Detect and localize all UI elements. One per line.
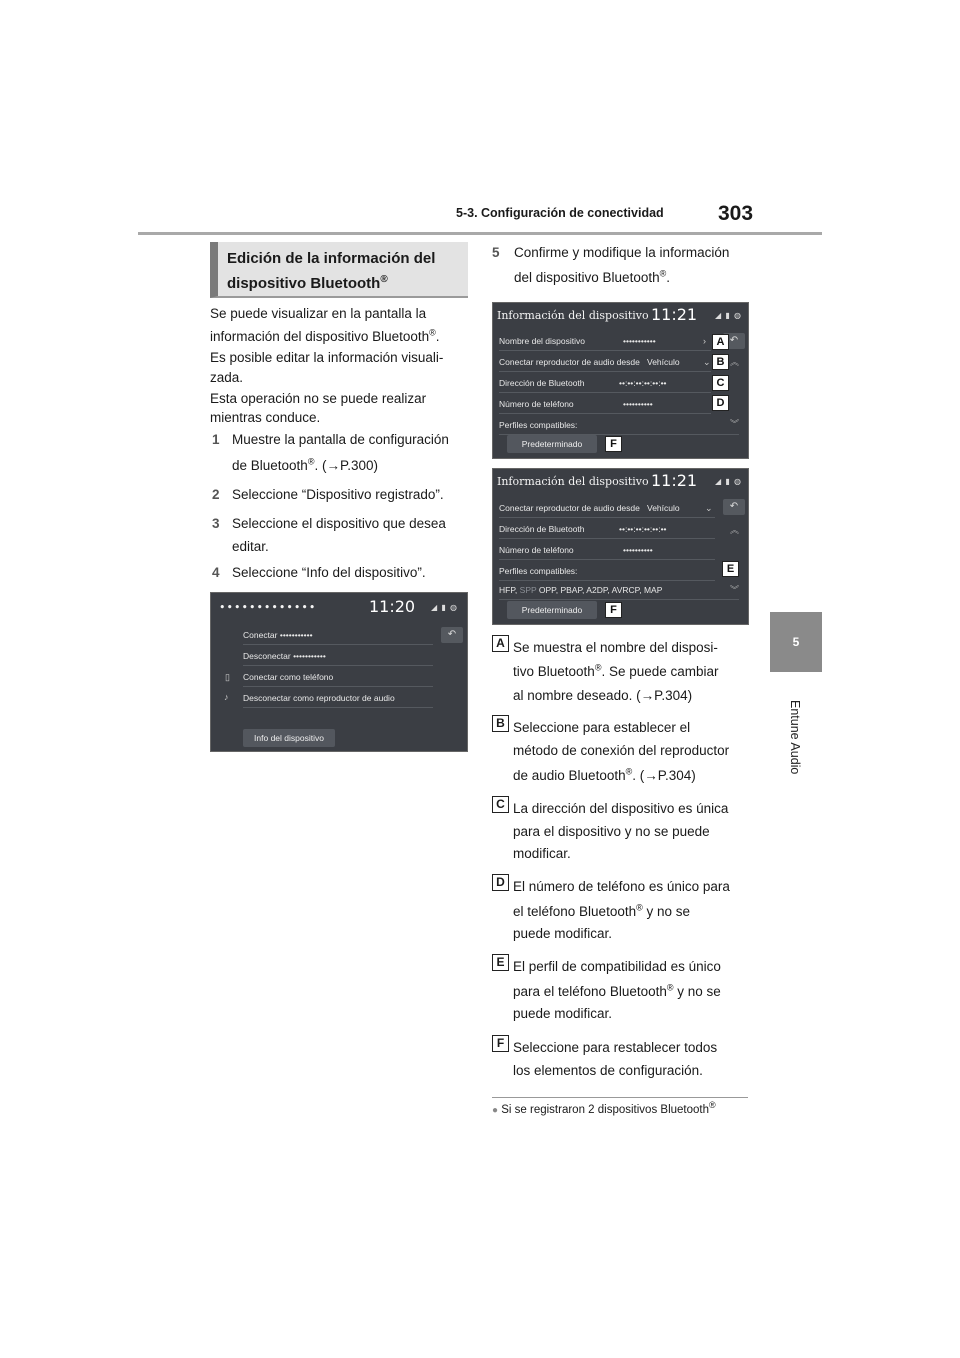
menu-row[interactable]: Conectar como teléfono [243, 667, 433, 687]
screenshot-device-menu [210, 592, 468, 752]
section-heading [210, 242, 468, 298]
step-number: 5 [492, 245, 500, 260]
info-row-device-name[interactable]: Nombre del dispositivo ••••••••••• › [499, 331, 711, 351]
intro-line: Esta operación no se puede realizar [210, 391, 427, 406]
signal-battery-icon: ◢ ▮ ◍ [715, 311, 742, 320]
intro-line: Es posible editar la información visuali- [210, 350, 444, 365]
label-a: A [492, 635, 509, 652]
intro-line: zada. [210, 370, 244, 385]
callout-f: F [605, 602, 622, 618]
info-row-profiles: Perfiles compatibles: [499, 415, 739, 435]
description-text: El número de teléfono es único para [513, 879, 730, 894]
info-row-audio-source[interactable]: Conectar reproductor de audio desde Vehículo ⌄ [499, 352, 711, 372]
description-text: al nombre deseado. (→P.304) [513, 688, 693, 703]
chapter-tab: 5 [770, 612, 822, 672]
screen-title: Información del dispositivo [497, 309, 649, 322]
menu-row[interactable]: Conectar ••••••••••• [243, 625, 433, 645]
callout-b: B [712, 354, 729, 370]
info-row-audio-source[interactable]: Conectar reproductor de audio desde Vehículo ⌄ [499, 498, 715, 518]
music-note-icon: ♪ [224, 692, 229, 702]
default-button[interactable]: Predeterminado [507, 435, 597, 453]
description-text: el teléfono Bluetooth® y no se [513, 902, 691, 919]
info-row-profiles: Perfiles compatibles: [499, 561, 715, 581]
note-divider [492, 1097, 748, 1098]
signal-battery-icon: ◢ ▮ ◍ [431, 603, 458, 612]
back-icon[interactable]: ↶ [723, 499, 745, 515]
label-c: C [492, 796, 509, 813]
step-text: Seleccione “Dispositivo registrado”. [232, 487, 444, 502]
device-info-button[interactable]: Info del dispositivo [243, 729, 335, 747]
screen-clock: 11:21 [651, 305, 698, 324]
menu-row[interactable]: Desconectar como reproductor de audio [243, 688, 433, 708]
description-text: tivo Bluetooth®. Se puede cambiar [513, 662, 719, 679]
description-text: de audio Bluetooth®. (→P.304) [513, 766, 696, 783]
intro-line: mientras conduce. [210, 410, 321, 425]
info-row-bt-address: Dirección de Bluetooth ••:••:••:••:••:•• [499, 519, 715, 539]
default-button[interactable]: Predeterminado [507, 601, 597, 619]
page-number: 303 [718, 202, 754, 225]
description-text: Se muestra el nombre del disposi- [513, 640, 718, 655]
back-icon[interactable]: ↶ [441, 627, 463, 643]
footnote: ● Si se registraron 2 dispositivos Bluetooth® [492, 1100, 716, 1116]
callout-d: D [712, 395, 729, 411]
intro-line: información del dispositivo Bluetooth®. [210, 327, 440, 344]
step-number: 3 [212, 516, 220, 531]
screen-title: ••••••••••••• [219, 601, 317, 614]
step-number: 4 [212, 565, 220, 580]
screenshot-device-info-scrolled [492, 468, 749, 625]
description-text: para el dispositivo y no se puede [513, 824, 710, 839]
scroll-down-icon[interactable]: ︾ [730, 419, 740, 429]
intro-line: Se puede visualizar en la pantalla la [210, 306, 427, 321]
description-text: para el teléfono Bluetooth® y no se [513, 982, 721, 999]
label-d: D [492, 874, 509, 891]
scroll-down-icon[interactable]: ︾ [730, 585, 740, 595]
chapter-title: Entune Audio [788, 700, 802, 775]
callout-a: A [712, 334, 729, 350]
description-text: Seleccione para establecer el [513, 720, 691, 735]
screen-clock: 11:21 [651, 471, 698, 490]
description-text: Seleccione para restablecer todos [513, 1040, 718, 1055]
step-text: Muestre la pantalla de configuración [232, 432, 449, 447]
step-text: Seleccione “Info del dispositivo”. [232, 565, 426, 580]
step-text: de Bluetooth®. (→P.300) [232, 456, 378, 473]
info-row-phone-number: Número de teléfono •••••••••• [499, 540, 715, 560]
description-text: método de conexión del reproductor [513, 743, 730, 758]
description-text: puede modificar. [513, 926, 613, 941]
step-text: Seleccione el dispositivo que desea [232, 516, 446, 531]
callout-c: C [712, 375, 729, 391]
description-text: El perfil de compatibilidad es único [513, 959, 721, 974]
label-b: B [492, 715, 509, 732]
description-text: modificar. [513, 846, 571, 861]
step-text: del dispositivo Bluetooth®. [514, 268, 670, 285]
description-text: los elementos de configuración. [513, 1063, 703, 1078]
description-text: puede modificar. [513, 1006, 613, 1021]
label-e: E [492, 954, 509, 971]
scroll-up-icon[interactable]: ︽ [730, 525, 740, 535]
menu-row[interactable]: Desconectar ••••••••••• [243, 646, 433, 666]
step-number: 1 [212, 432, 220, 447]
screenshot-device-info [492, 302, 749, 459]
step-text: editar. [232, 539, 269, 554]
phone-icon: ▯ [225, 672, 230, 682]
callout-e: E [722, 561, 739, 577]
scroll-up-icon[interactable]: ︽ [730, 357, 740, 367]
info-row-profile-list: HFP, SPP OPP, PBAP, A2DP, AVRCP, MAP [499, 580, 739, 600]
section-title: 5-3. Configuración de conectividad [456, 206, 664, 220]
callout-f: F [605, 436, 622, 452]
step-text: Confirme y modifique la información [514, 245, 730, 260]
screen-title: Información del dispositivo [497, 475, 649, 488]
signal-battery-icon: ◢ ▮ ◍ [715, 477, 742, 486]
info-row-bt-address: Dirección de Bluetooth ••:••:••:••:••:•• [499, 373, 711, 393]
description-text: La dirección del dispositivo es única [513, 801, 729, 816]
screen-clock: 11:20 [369, 597, 416, 616]
heading-line-1: Edición de la información del [227, 250, 436, 267]
step-number: 2 [212, 487, 220, 502]
label-f: F [492, 1035, 509, 1052]
info-row-phone-number: Número de teléfono •••••••••• [499, 394, 711, 414]
back-icon[interactable]: ↶ [723, 333, 745, 349]
heading-line-2: dispositivo Bluetooth® [227, 274, 388, 292]
header-divider [138, 232, 822, 235]
